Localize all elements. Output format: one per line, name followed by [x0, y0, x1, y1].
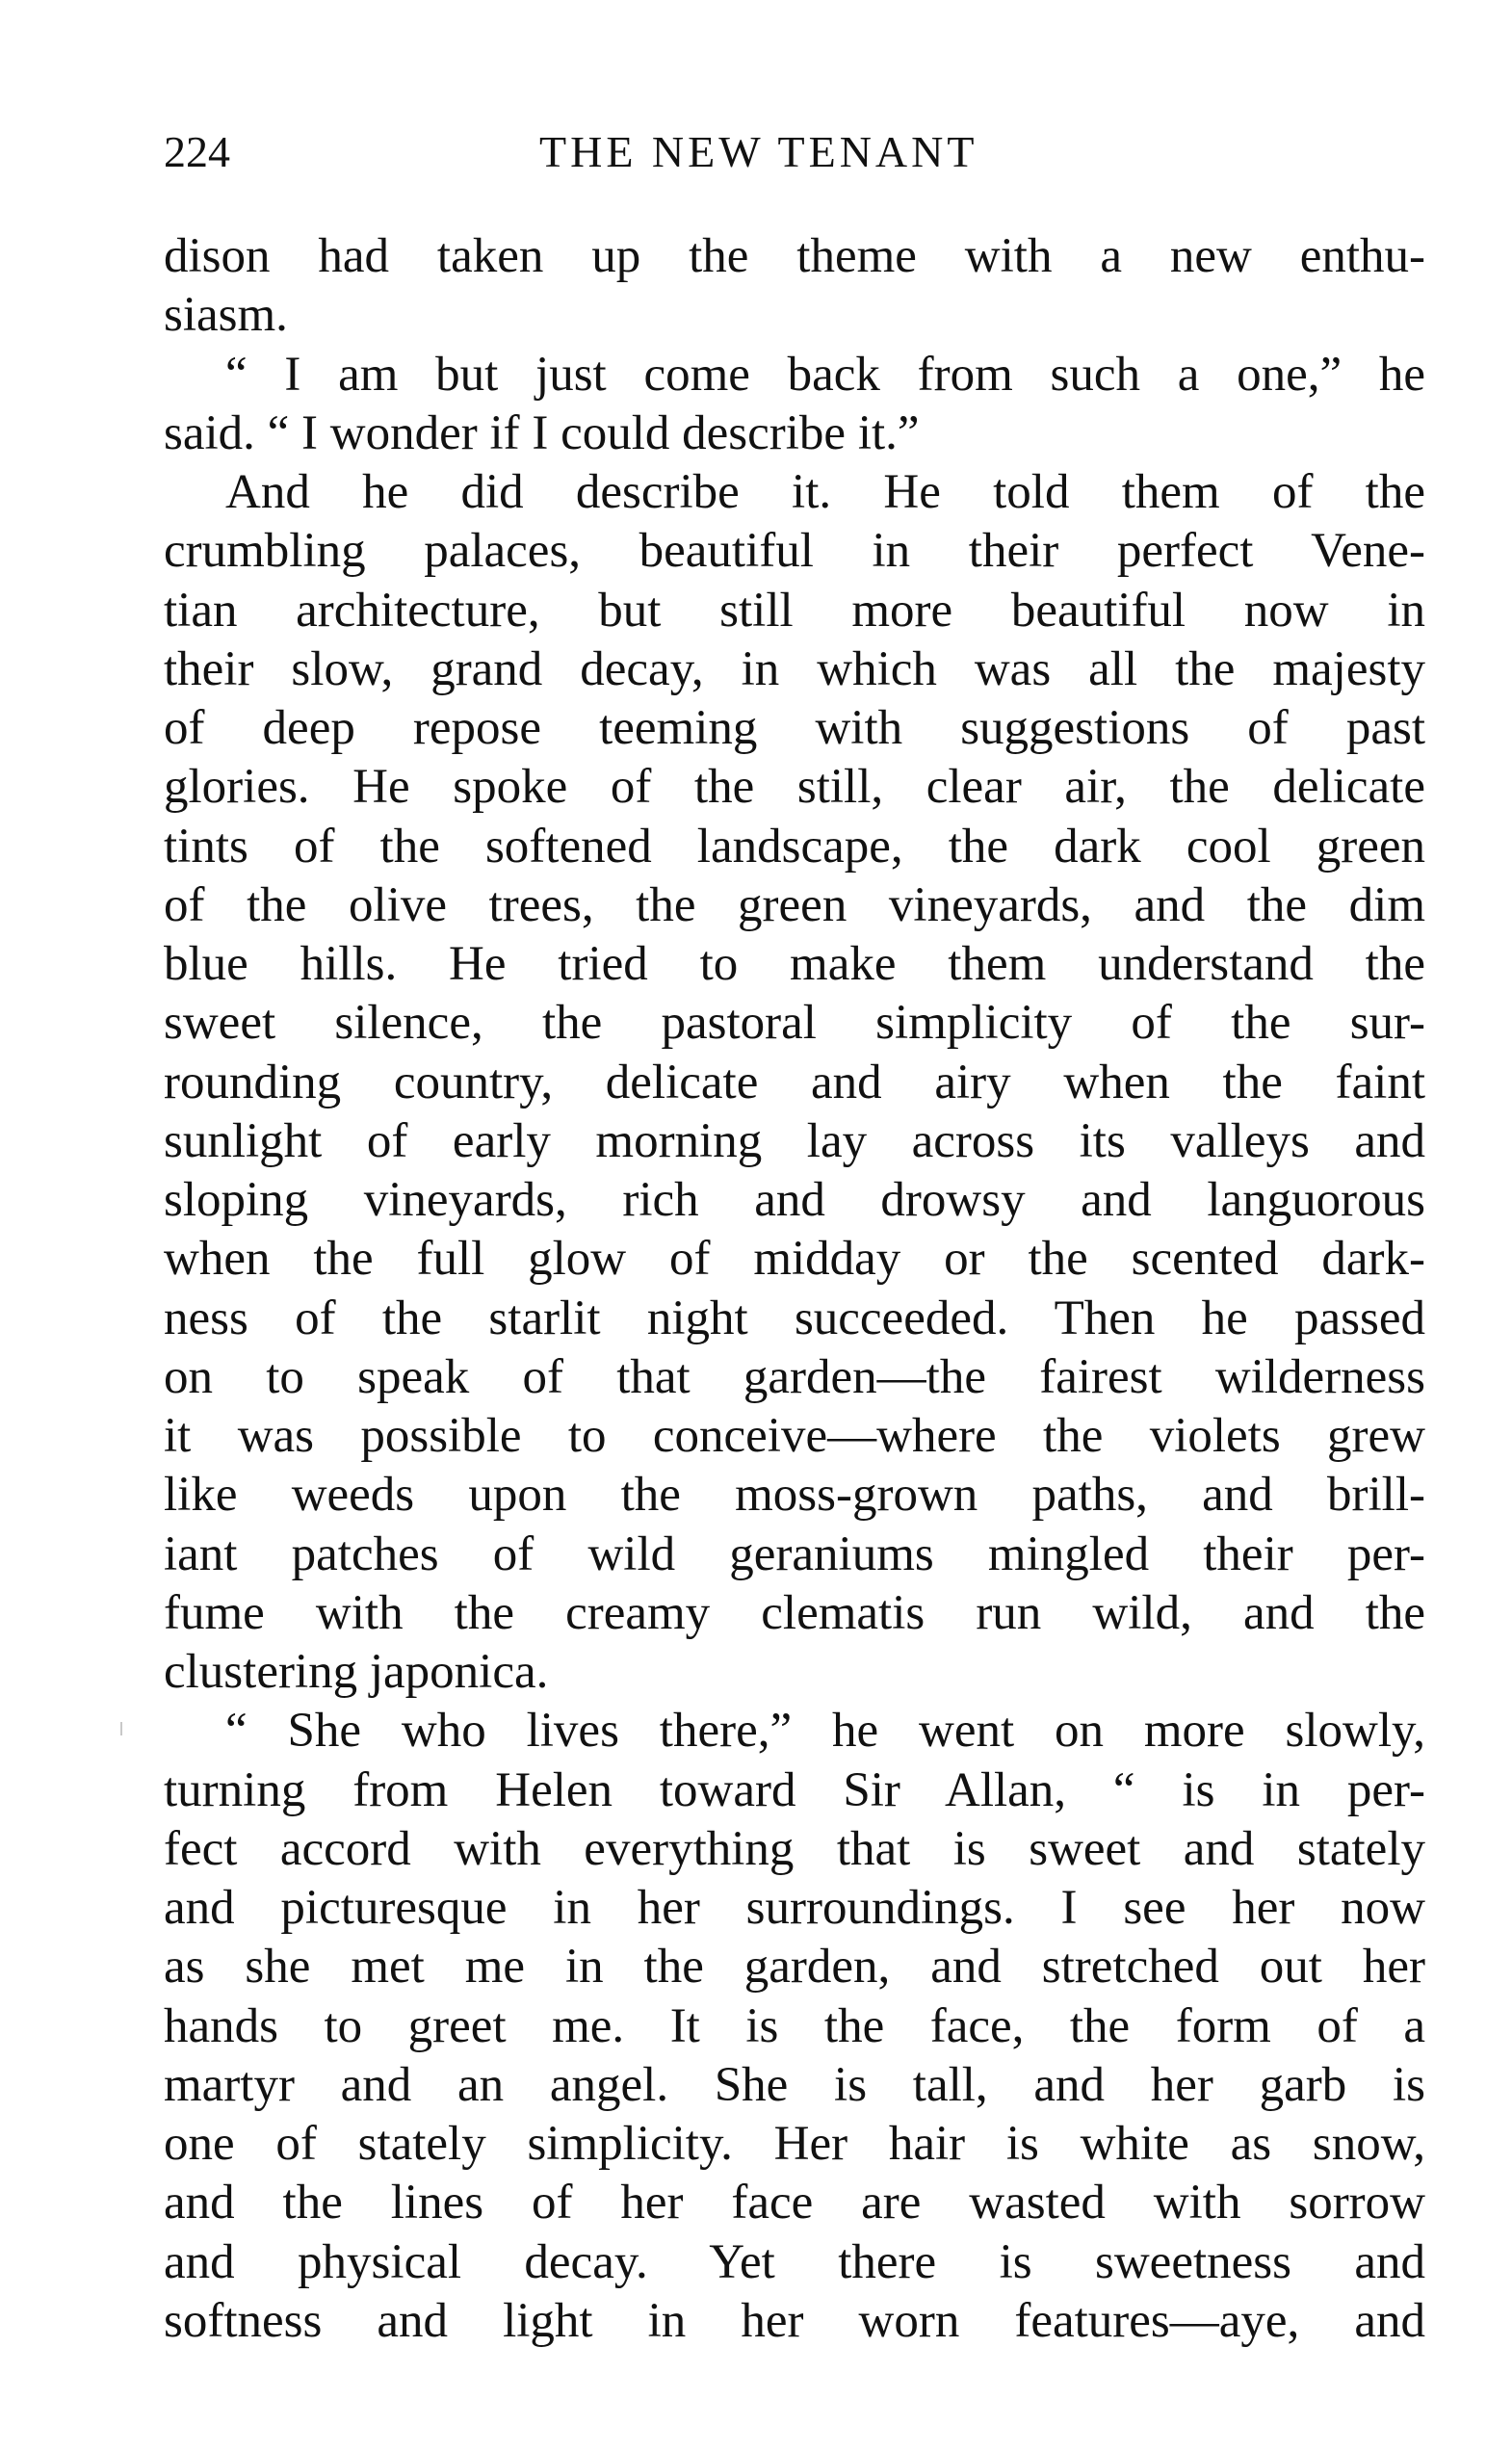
text-line: and picturesque in her surroundings. I see her now	[164, 1881, 1425, 1935]
text-line: when the full glow of midday or the scented dark-	[164, 1232, 1425, 1287]
text-line: blue hills. He tried to make them understand the	[164, 937, 1425, 991]
text-line: rounding country, delicate and airy when the faint	[164, 1055, 1425, 1109]
text-line: said. “ I wonder if I could describe it.”	[164, 405, 920, 460]
page-number: 224	[164, 127, 230, 176]
text-line: sweet silence, the pastoral simplicity of the sur-	[164, 996, 1425, 1051]
page-header	[164, 123, 1425, 181]
text-line: fume with the creamy clematis run wild, and the	[164, 1585, 1425, 1640]
text-line: glories. He spoke of the still, clear air, the delicate	[164, 760, 1425, 815]
text-line: tian architecture, but still more beautiful now in	[164, 583, 1425, 638]
text-line: iant patches of wild geraniums mingled their per-	[164, 1526, 1425, 1581]
text-line: as she met me in the garden, and stretched out her	[164, 1940, 1425, 1995]
text-line: one of stately simplicity. Her hair is white as snow,	[164, 2117, 1425, 2171]
text-line: of deep repose teeming with suggestions of past	[164, 701, 1425, 755]
text-line: siasm.	[164, 288, 288, 343]
body-text	[164, 227, 1425, 2351]
text-line: turning from Helen toward Sir Allan, “ is in per-	[164, 1762, 1425, 1817]
text-line: hands to greet me. It is the face, the form of a	[164, 1998, 1425, 2053]
text-line: of the olive trees, the green vineyards, and the dim	[164, 877, 1425, 932]
margin-mark	[120, 1722, 122, 1735]
text-line: softness and light in her worn features—aye, and	[164, 2293, 1425, 2348]
text-line: on to speak of that garden—the fairest wilderness	[164, 1349, 1425, 1404]
text-line: sunlight of early morning lay across its valleys and	[164, 1113, 1425, 1168]
text-line: dison had taken up the theme with a new enthu-	[164, 229, 1425, 283]
text-line: tints of the softened landscape, the dark cool green	[164, 819, 1425, 874]
text-line: like weeds upon the moss-grown paths, and brill-	[164, 1468, 1425, 1523]
text-line: crumbling palaces, beautiful in their perfect Vene-	[164, 524, 1425, 579]
text-line: and physical decay. Yet there is sweetness and	[164, 2234, 1425, 2289]
text-line: “ I am but just come back from such a one,” he	[225, 347, 1425, 402]
text-line: sloping vineyards, rich and drowsy and languorous	[164, 1173, 1425, 1227]
running-title: THE NEW TENANT	[539, 127, 978, 176]
text-line: and the lines of her face are wasted with sorrow	[164, 2176, 1425, 2230]
text-line: “ She who lives there,” he went on more slowly,	[225, 1704, 1425, 1759]
text-line: ness of the starlit night succeeded. Then he passed	[164, 1291, 1425, 1345]
text-line: fect accord with everything that is sweet and stately	[164, 1821, 1425, 1876]
text-line: And he did describe it. He told them of the	[225, 465, 1425, 519]
text-line: martyr and an angel. She is tall, and her garb is	[164, 2057, 1425, 2112]
text-line: clustering japonica.	[164, 1645, 549, 1699]
text-line: it was possible to conceive—where the violets grew	[164, 1409, 1425, 1463]
text-line: their slow, grand decay, in which was all the majesty	[164, 641, 1425, 696]
